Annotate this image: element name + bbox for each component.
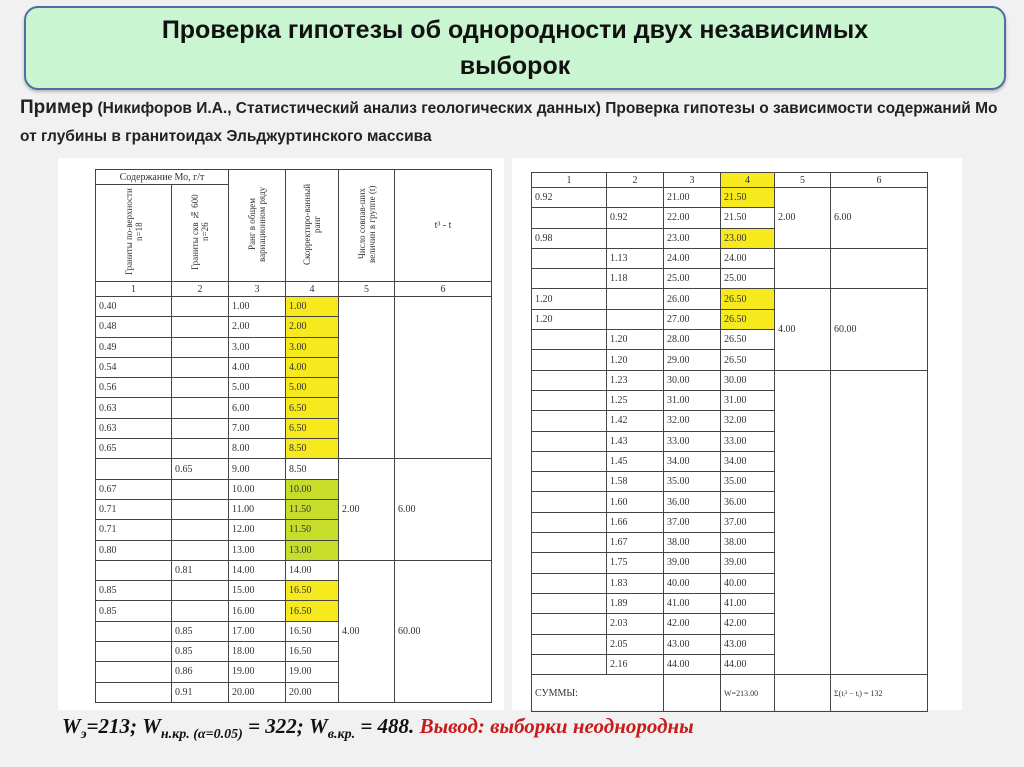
table-cell: 0.80 [96, 540, 172, 560]
table-cell [172, 499, 229, 519]
table-cell: 14.00 [229, 560, 286, 580]
table-cell [532, 634, 607, 654]
table-cell: 0.91 [172, 682, 229, 702]
sum-w: W=213.00 [721, 675, 775, 712]
table-cell: 20.00 [286, 682, 339, 702]
table-cell: 39.00 [721, 553, 775, 573]
table-cell: 41.00 [721, 593, 775, 613]
empty-cell [775, 248, 831, 289]
table-row [532, 370, 928, 390]
empty-cell [831, 248, 928, 289]
col-number: 1 [96, 282, 172, 297]
table-cell: 14.00 [286, 560, 339, 580]
table-cell: 11.50 [286, 520, 339, 540]
table-cell: 10.00 [286, 479, 339, 499]
table-cell: 23.00 [664, 228, 721, 248]
table-cell: 31.00 [664, 390, 721, 410]
table-cell [607, 289, 664, 309]
table-cell: 38.00 [664, 533, 721, 553]
table-cell: 24.00 [664, 248, 721, 268]
merged-t-cell: 2.00 [339, 459, 395, 560]
header-col2: Граниты скв № 600 n=26 [172, 185, 229, 282]
table-cell: 38.00 [721, 533, 775, 553]
table-cell: 39.00 [664, 553, 721, 573]
table-cell [96, 682, 172, 702]
table-cell: 1.58 [607, 472, 664, 492]
table-cell: 40.00 [664, 573, 721, 593]
table-cell: 2.00 [286, 317, 339, 337]
header-col4: Скорректиро-ванный ранг [286, 170, 339, 282]
table-cell: 17.00 [229, 621, 286, 641]
col-number: 3 [664, 173, 721, 188]
table-cell [532, 512, 607, 532]
table-cell: 1.13 [607, 248, 664, 268]
table-cell [532, 553, 607, 573]
table-cell: 1.67 [607, 533, 664, 553]
table-cell: 8.50 [286, 439, 339, 459]
sum-empty [664, 675, 721, 712]
w-n: W [142, 714, 161, 738]
table-cell [172, 479, 229, 499]
table-cell: 0.85 [96, 601, 172, 621]
table-cell: 1.42 [607, 411, 664, 431]
table-row [532, 248, 928, 268]
table-cell: 6.00 [229, 398, 286, 418]
w-n-val: = 322; [242, 714, 310, 738]
table-cell: 1.18 [607, 269, 664, 289]
empty-cell [339, 297, 395, 459]
table-row [532, 188, 928, 208]
table-cell: 0.85 [172, 621, 229, 641]
empty-cell [831, 370, 928, 674]
table-cell [172, 398, 229, 418]
table-cell: 0.40 [96, 297, 172, 317]
table-cell [172, 520, 229, 540]
table-cell: 44.00 [721, 654, 775, 674]
right-data-table [531, 172, 928, 712]
group-header: Содержание Мо, г/т [96, 170, 229, 185]
table-cell: 0.92 [607, 208, 664, 228]
table-cell: 34.00 [664, 451, 721, 471]
table-cell: 34.00 [721, 451, 775, 471]
table-cell: 1.20 [532, 289, 607, 309]
table-cell: 7.00 [229, 418, 286, 438]
table-cell: 13.00 [229, 540, 286, 560]
table-cell: 21.50 [721, 208, 775, 228]
table-cell: 0.81 [172, 560, 229, 580]
table-cell: 8.00 [229, 439, 286, 459]
table-cell: 1.20 [532, 309, 607, 329]
table-cell [172, 439, 229, 459]
col-number: 4 [286, 282, 339, 297]
table-cell [532, 451, 607, 471]
w-v-sub: в.кр. [327, 727, 356, 743]
table-cell: 33.00 [664, 431, 721, 451]
table-cell: 19.00 [229, 662, 286, 682]
table-cell: 16.50 [286, 601, 339, 621]
table-cell: 30.00 [721, 370, 775, 390]
table-cell: 16.00 [229, 601, 286, 621]
table-cell [172, 581, 229, 601]
col-number: 5 [339, 282, 395, 297]
table-cell: 25.00 [664, 269, 721, 289]
right-table-body [532, 188, 928, 675]
table-cell [172, 418, 229, 438]
table-cell: 0.56 [96, 378, 172, 398]
sum-label: СУММЫ: [532, 675, 664, 712]
table-cell: 44.00 [664, 654, 721, 674]
table-cell [172, 357, 229, 377]
table-cell: 32.00 [721, 411, 775, 431]
table-cell: 32.00 [664, 411, 721, 431]
table-cell: 25.00 [721, 269, 775, 289]
col-number: 3 [229, 282, 286, 297]
col-number: 1 [532, 173, 607, 188]
slide-title: Проверка гипотезы об однородности двух независимых выборок [161, 16, 869, 80]
table-cell: 36.00 [664, 492, 721, 512]
table-cell: 13.00 [286, 540, 339, 560]
table-cell [532, 411, 607, 431]
table-cell: 0.65 [172, 459, 229, 479]
table-cell: 26.50 [721, 309, 775, 329]
left-data-table [95, 169, 492, 703]
table-cell: 35.00 [664, 472, 721, 492]
table-cell: 1.00 [286, 297, 339, 317]
table-cell [607, 309, 664, 329]
table-cell [172, 317, 229, 337]
table-cell: 0.65 [96, 439, 172, 459]
table-cell: 5.00 [286, 378, 339, 398]
table-cell: 0.54 [96, 357, 172, 377]
table-cell: 1.20 [607, 350, 664, 370]
col-number: 4 [721, 173, 775, 188]
table-cell: 6.50 [286, 398, 339, 418]
table-cell: 26.00 [664, 289, 721, 309]
table-cell: 26.50 [721, 350, 775, 370]
table-cell: 30.00 [664, 370, 721, 390]
table-cell: 37.00 [721, 512, 775, 532]
table-cell [172, 378, 229, 398]
w-e: W [62, 714, 81, 738]
table-cell: 0.67 [96, 479, 172, 499]
table-cell: 22.00 [664, 208, 721, 228]
table-cell [96, 459, 172, 479]
table-cell [96, 560, 172, 580]
result-formula [62, 714, 992, 743]
table-row [96, 459, 492, 479]
table-cell [607, 228, 664, 248]
w-v-val: = 488. [355, 714, 420, 738]
table-cell: 19.00 [286, 662, 339, 682]
table-cell: 31.00 [721, 390, 775, 410]
table-cell: 1.83 [607, 573, 664, 593]
table-cell: 2.16 [607, 654, 664, 674]
table-cell: 1.60 [607, 492, 664, 512]
header-col1: Граниты по-верхности n=18 [96, 185, 172, 282]
table-cell [532, 533, 607, 553]
table-cell: 4.00 [286, 357, 339, 377]
table-cell: 0.71 [96, 520, 172, 540]
merged-t-cell: 4.00 [339, 560, 395, 702]
col-number: 6 [395, 282, 492, 297]
merged-t3-cell: 60.00 [831, 289, 928, 370]
sum-formula: Σ(tᵢ³ − tᵢ) = 132 [831, 675, 928, 712]
merged-t-cell: 4.00 [775, 289, 831, 370]
table-cell [532, 614, 607, 634]
table-cell: 20.00 [229, 682, 286, 702]
table-cell: 35.00 [721, 472, 775, 492]
intro-paragraph [20, 94, 1010, 151]
table-cell: 0.85 [172, 642, 229, 662]
header-col5: Число совпав-ших величин в группе (t) [339, 170, 395, 282]
table-cell: 2.05 [607, 634, 664, 654]
left-table-body [96, 297, 492, 703]
table-cell: 15.00 [229, 581, 286, 601]
table-cell: 0.71 [96, 499, 172, 519]
table-cell: 0.85 [96, 581, 172, 601]
header-col3: Ранг в общем вариационном ряду [229, 170, 286, 282]
table-cell: 41.00 [664, 593, 721, 613]
table-cell [532, 654, 607, 674]
table-cell: 0.48 [96, 317, 172, 337]
table-cell: 29.00 [664, 350, 721, 370]
table-cell: 1.66 [607, 512, 664, 532]
col-number: 2 [172, 282, 229, 297]
table-row [96, 297, 492, 317]
conclusion: Вывод: выборки неоднородны [419, 714, 694, 738]
table-cell: 3.00 [229, 337, 286, 357]
table-cell: 3.00 [286, 337, 339, 357]
table-cell [96, 662, 172, 682]
table-cell [532, 593, 607, 613]
col-number: 5 [775, 173, 831, 188]
table-cell: 16.50 [286, 621, 339, 641]
table-cell [172, 297, 229, 317]
table-cell [532, 269, 607, 289]
table-cell [532, 390, 607, 410]
table-cell: 2.00 [229, 317, 286, 337]
table-cell: 21.00 [664, 188, 721, 208]
table-cell: 1.75 [607, 553, 664, 573]
table-cell: 1.00 [229, 297, 286, 317]
table-cell: 0.92 [532, 188, 607, 208]
sum-empty [775, 675, 831, 712]
intro-lead: Пример [20, 97, 94, 118]
table-cell [96, 642, 172, 662]
merged-t3-cell: 60.00 [395, 560, 492, 702]
merged-t-cell: 2.00 [775, 188, 831, 249]
table-cell: 37.00 [664, 512, 721, 532]
table-cell [96, 621, 172, 641]
table-cell [607, 188, 664, 208]
table-cell: 42.00 [721, 614, 775, 634]
table-cell: 11.50 [286, 499, 339, 519]
empty-cell [395, 297, 492, 459]
table-cell: 2.03 [607, 614, 664, 634]
merged-t3-cell: 6.00 [831, 188, 928, 249]
empty-cell [775, 370, 831, 674]
table-cell: 1.25 [607, 390, 664, 410]
table-cell: 18.00 [229, 642, 286, 662]
table-cell: 6.50 [286, 418, 339, 438]
table-cell: 42.00 [664, 614, 721, 634]
table-cell: 0.63 [96, 398, 172, 418]
table-cell: 16.50 [286, 581, 339, 601]
merged-t3-cell: 6.00 [395, 459, 492, 560]
intro-text: (Никифоров И.А., Статистический анализ геологических данных) Проверка гипотезы о зависимости содержаний Мо от глубины в гранитоидах Эльджуртинского массива [20, 100, 998, 145]
table-row [96, 560, 492, 580]
w-v: W [309, 714, 328, 738]
table-cell: 1.23 [607, 370, 664, 390]
table-cell: 0.49 [96, 337, 172, 357]
table-cell [172, 601, 229, 621]
w-n-sub: н.кр. (α=0.05) [160, 727, 243, 743]
w-e-val: =213; [86, 714, 143, 738]
table-cell [172, 337, 229, 357]
table-cell [532, 573, 607, 593]
table-cell [532, 370, 607, 390]
table-cell: 43.00 [664, 634, 721, 654]
table-cell: 23.00 [721, 228, 775, 248]
w-e-sub: э [80, 727, 87, 743]
table-cell: 0.86 [172, 662, 229, 682]
table-cell: 1.20 [607, 330, 664, 350]
table-cell: 16.50 [286, 642, 339, 662]
table-cell: 4.00 [229, 357, 286, 377]
table-cell: 0.98 [532, 228, 607, 248]
table-cell: 11.00 [229, 499, 286, 519]
slide-title-box [24, 6, 1006, 90]
table-cell [532, 248, 607, 268]
table-cell: 8.50 [286, 459, 339, 479]
table-row [532, 289, 928, 309]
table-cell: 21.50 [721, 188, 775, 208]
table-cell: 26.50 [721, 330, 775, 350]
table-cell: 9.00 [229, 459, 286, 479]
table-cell: 27.00 [664, 309, 721, 329]
col-number: 2 [607, 173, 664, 188]
table-cell: 36.00 [721, 492, 775, 512]
table-cell [532, 431, 607, 451]
header-col6: t³ - t [395, 170, 492, 282]
table-cell: 0.63 [96, 418, 172, 438]
table-cell: 10.00 [229, 479, 286, 499]
table-cell: 1.43 [607, 431, 664, 451]
table-cell: 40.00 [721, 573, 775, 593]
table-cell: 12.00 [229, 520, 286, 540]
table-cell: 33.00 [721, 431, 775, 451]
table-cell [532, 492, 607, 512]
table-cell: 1.89 [607, 593, 664, 613]
table-cell [172, 540, 229, 560]
table-cell [532, 472, 607, 492]
table-cell: 5.00 [229, 378, 286, 398]
col-number: 6 [831, 173, 928, 188]
table-cell: 28.00 [664, 330, 721, 350]
table-cell: 1.45 [607, 451, 664, 471]
table-cell [532, 350, 607, 370]
table-cell [532, 208, 607, 228]
table-cell: 43.00 [721, 634, 775, 654]
table-cell: 24.00 [721, 248, 775, 268]
table-cell: 26.50 [721, 289, 775, 309]
table-cell [532, 330, 607, 350]
